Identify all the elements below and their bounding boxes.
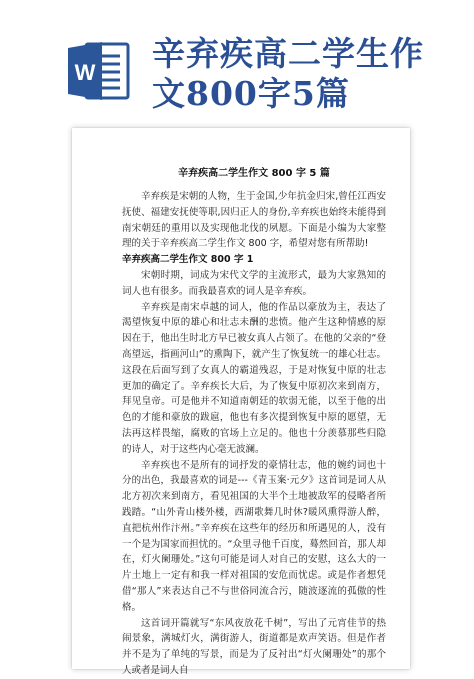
svg-text:W: W xyxy=(74,60,96,85)
header xyxy=(0,0,474,120)
intro-paragraph: 辛弃疾是宋朝的人物，生于金国,少年抗金归宋,曾任江西安抚使、福建安抚使等职,因归正人的身份,辛弃疾也始终未能得到南宋朝廷的重用以及实现他北伐的夙愿。下面是小编为大家整理的关于辛弃疾高二学生作文 800 字，希望对您有所帮助! xyxy=(122,191,386,250)
title-line-1: 辛弃疾高二学生作 xyxy=(152,34,424,73)
document-body xyxy=(72,128,410,679)
page-title xyxy=(152,34,470,114)
body-paragraph: 辛弃疾是南宋卓越的词人，他的作品以豪放为主，表达了渴望恢复中原的雄心和壮志未酬的悲愤。他产生这种情感的原因在于，他出生时北方早已被女真人占领了。在他的父亲的“登高望远，指画河山”的熏陶下，就产生了恢复统一的雄心壮志。这段在后面写到了女真人的霸道残忍，于是对恢复中原的壮志更加的确定了。辛弃疾长大后，为了恢复中原初次来到南方，拜见皇帝。可是他并不知道南朝廷的软弱无能，以至于他的出色的才能和豪放的跋扈，他也有多次提到恢复中原的愿望，无法再这样畏缩，腐败的官场上立足的。他也十分羡慕那些归隐的诗人，对于这些内心毫无波澜。 xyxy=(122,301,386,455)
body-paragraph: 宋朝时期，词成为宋代文学的主流形式，最为大家熟知的词人也有很多。而我最喜欢的词人是辛弃疾。 xyxy=(122,269,386,297)
section-heading: 辛弃疾高二学生作文 800 字 1 xyxy=(122,254,254,266)
title-line-2: 文800字5篇 xyxy=(152,74,350,113)
body-paragraph: 辛弃疾也不是所有的词抒发的豪情壮志，他的婉约词也十分的出色，我最喜欢的词是---《青玉案·元夕》这首词是词人从北方初次来到南方，看见祖国的大半个土地被敌军的侵略者所践踏。“山外青山楼外楼，西湖歌舞几时休?暖风熏得游人醉，直把杭州作汴州。”辛弃疾在这些年的经历和所遇见的人，没有一个是为国家而担忧的。“众里寻他千百度，蓦然回首，那人却在，灯火阑珊处。”这句可能是词人对自己的安慰，这么大的一片土地上一定有和我一样对祖国的安危而忧虑。或是作者想凭借“那人”来表达自己不与世俗同流合污，随波逐流的孤傲的性格。 xyxy=(122,459,386,613)
document-page xyxy=(72,128,410,676)
document-title: 辛弃疾高二学生作文 800 字 5 篇 xyxy=(178,168,330,179)
word-document-icon xyxy=(66,40,132,102)
body-paragraph: 这首词开篇就写“东风夜放花千树”，写出了元宵佳节的热闹景象，满城灯火，满街游人，街道都是欢声笑语。但是作者并不是为了单纯的写景，而是为了反衬出“灯火阑珊处”的那个人或者是词人自 xyxy=(122,617,386,676)
